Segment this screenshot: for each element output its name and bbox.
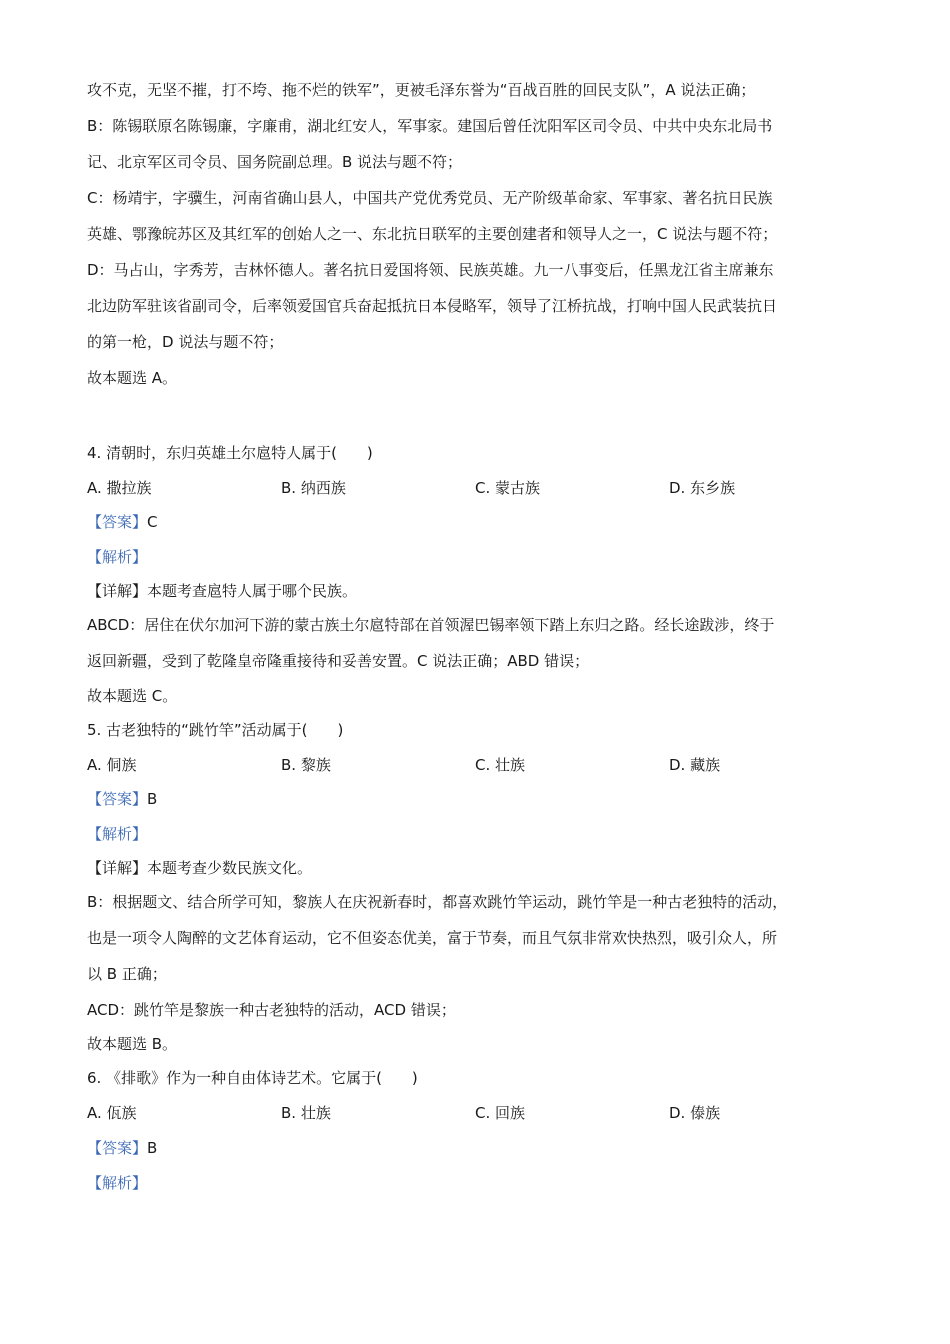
- question-6: 6. 《排歌》作为一种自由体诗艺术。它属于( ): [87, 1069, 418, 1087]
- prev-explanation-line: C：杨靖宇，字骥生，河南省确山县人，中国共产党优秀党员、无产阶级革命家、军事家、著名抗日民族: [87, 189, 773, 207]
- explanation-line: 返回新疆，受到了乾隆皇帝隆重接待和妥善安置。C 说法正确；ABD 错误；: [87, 652, 590, 670]
- conclusion: 故本题选 B。: [87, 1035, 178, 1053]
- option-b: B. 纳西族: [281, 479, 346, 497]
- option-d: D. 东乡族: [669, 479, 736, 497]
- answer-value: B: [147, 790, 158, 808]
- analysis-tag: 【解析】: [87, 825, 148, 843]
- explanation-line: B：根据题文、结合所学可知，黎族人在庆祝新春时，都喜欢跳竹竿运动，跳竹竿是一种古老独特的活动，: [87, 893, 788, 911]
- prev-explanation-line: 的第一枪，D 说法与题不符；: [87, 333, 284, 351]
- option-c: C. 回族: [475, 1104, 526, 1122]
- explanation-line: 以 B 正确；: [87, 965, 167, 983]
- answer-value: B: [147, 1139, 158, 1157]
- question-4-options: [87, 478, 867, 498]
- prev-explanation-line: 攻不克，无坚不摧，打不垮、拖不烂的铁军”，更被毛泽东誉为“百战百胜的回民支队”，A 说法正确；: [87, 81, 756, 99]
- detail-tag: 【详解】: [87, 582, 148, 600]
- option-a: A. 撒拉族: [87, 479, 152, 497]
- answer-tag: 【答案】: [87, 513, 148, 531]
- prev-explanation-line: B：陈锡联原名陈锡廉，字廉甫，湖北红安人，军事家。建国后曾任沈阳军区司令员、中共中央东北局书: [87, 117, 773, 135]
- option-a: A. 佤族: [87, 1104, 137, 1122]
- explanation-line: ABCD：居住在伏尔加河下游的蒙古族土尔扈特部在首领渥巴锡率领下踏上东归之路。经长途跋涉，终于: [87, 616, 775, 634]
- analysis-tag: 【解析】: [87, 548, 148, 566]
- answer-value: C: [147, 513, 158, 531]
- option-d: D. 藏族: [669, 756, 721, 774]
- detail-line: [87, 581, 357, 601]
- option-d: D. 傣族: [669, 1104, 721, 1122]
- analysis-tag: 【解析】: [87, 1174, 148, 1192]
- question-4: 4. 清朝时，东归英雄土尔扈特人属于( ): [87, 444, 373, 462]
- option-b: B. 黎族: [281, 756, 331, 774]
- answer-tag: 【答案】: [87, 790, 148, 808]
- question-6-options: [87, 1103, 867, 1123]
- option-a: A. 侗族: [87, 756, 137, 774]
- conclusion: 故本题选 C。: [87, 687, 178, 705]
- question-5-options: [87, 755, 867, 775]
- option-b: B. 壮族: [281, 1104, 331, 1122]
- answer-tag: 【答案】: [87, 1139, 148, 1157]
- answer-line: [87, 512, 158, 532]
- explanation-line: ACD：跳竹竿是黎族一种古老独特的活动，ACD 错误；: [87, 1001, 456, 1019]
- option-c: C. 壮族: [475, 756, 526, 774]
- explanation-line: 也是一项令人陶醉的文艺体育运动，它不但姿态优美，富于节奏，而且气氛非常欢快热烈，吸引众人，所: [87, 929, 778, 947]
- answer-line: [87, 1138, 157, 1158]
- option-c: C. 蒙古族: [475, 479, 541, 497]
- prev-explanation-line: 记、北京军区司令员、国务院副总理。B 说法与题不符；: [87, 153, 463, 171]
- prev-explanation-line: 英雄、鄂豫皖苏区及其红军的创始人之一、东北抗日联军的主要创建者和领导人之一，C 说法与题不符；: [87, 225, 778, 243]
- detail-line: [87, 858, 312, 878]
- prev-explanation-line: 北边防军驻该省副司令，后率领爱国官兵奋起抵抗日本侵略军，领导了江桥抗战，打响中国人民武装抗日: [87, 297, 778, 315]
- detail-tag: 【详解】: [87, 859, 148, 877]
- question-5: 5. 古老独特的“跳竹竿”活动属于( ): [87, 721, 344, 739]
- detail-text: 本题考查少数民族文化。: [147, 859, 313, 877]
- prev-explanation-line: D：马占山，字秀芳，吉林怀德人。著名抗日爱国将领、民族英雄。九一八事变后，任黑龙江省主席兼东: [87, 261, 774, 279]
- detail-text: 本题考查扈特人属于哪个民族。: [147, 582, 358, 600]
- answer-line: [87, 789, 157, 809]
- prev-conclusion: 故本题选 A。: [87, 369, 178, 387]
